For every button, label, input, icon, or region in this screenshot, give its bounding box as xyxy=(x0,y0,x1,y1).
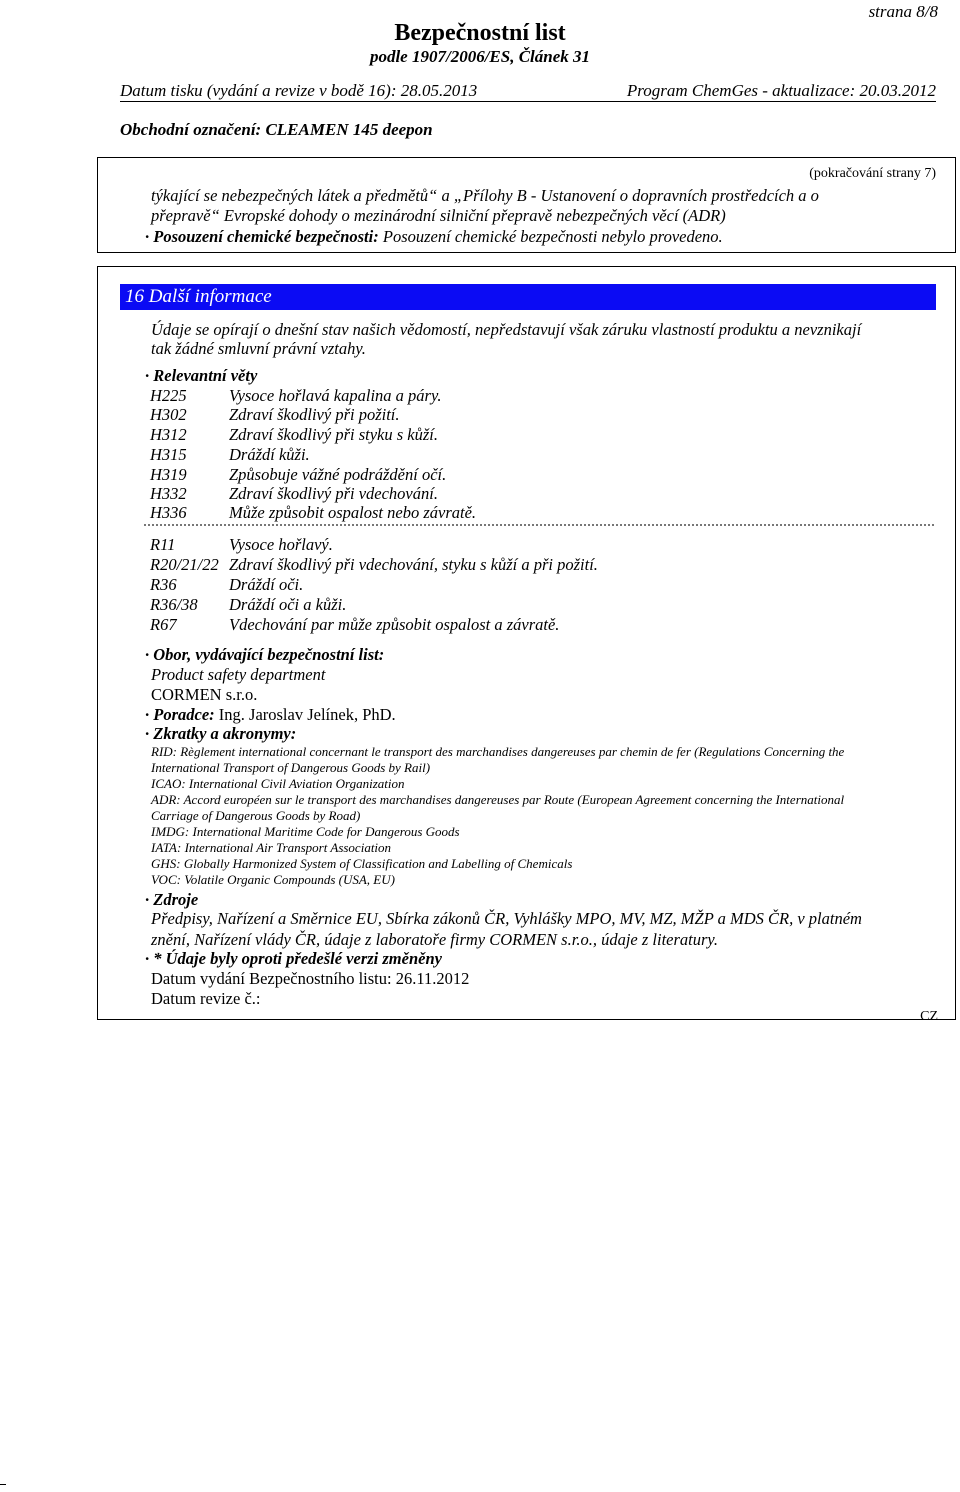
assessment-label: · Posouzení chemické bezpečnosti: xyxy=(145,227,379,246)
phrase-text: Dráždí oči. xyxy=(229,575,304,594)
phrase-code: H312 xyxy=(150,425,187,444)
list-item: Carriage of Dangerous Goods by Road) xyxy=(151,808,361,823)
list-item: ICAO: International Civil Aviation Organization xyxy=(151,776,405,791)
phrase-code: H332 xyxy=(150,484,187,503)
dotted-divider xyxy=(144,524,934,526)
issue-date: Datum vydání Bezpečnostního listu: 26.11.2012 xyxy=(151,969,470,988)
relevant-phrases-label: · Relevantní věty xyxy=(145,366,258,385)
list-item: IATA: International Air Transport Association xyxy=(151,840,392,855)
advisor-label: · Poradce: xyxy=(145,705,215,724)
intro-line-2: tak žádné smluvní právní vztahy. xyxy=(151,339,366,358)
phrase-code: R67 xyxy=(150,615,177,634)
phrase-code: H336 xyxy=(150,503,187,522)
sources-line-2: znění, Nařízení vlády ČR, údaje z laboratoře firmy CORMEN s.r.o., údaje z literatury. xyxy=(151,930,718,949)
list-item: GHS: Globally Harmonized System of Classification and Labelling of Chemicals xyxy=(151,856,573,871)
issuer-line-2: CORMEN s.r.o. xyxy=(151,685,258,704)
list-item: VOC: Volatile Organic Compounds (USA, EU) xyxy=(151,872,395,887)
list-item: IMDG: International Maritime Code for Dangerous Goods xyxy=(151,824,460,839)
issuer-line-1: Product safety department xyxy=(151,665,326,684)
phrase-text: Zdraví škodlivý při vdechování, styku s kůží a při požití. xyxy=(229,555,598,574)
page-edge-mark xyxy=(0,1484,6,1485)
program-version: Program ChemGes - aktualizace: 20.03.2012 xyxy=(626,81,936,100)
phrase-text: Vysoce hořlavý. xyxy=(229,535,333,554)
document-title: Bezpečnostní list xyxy=(394,20,566,46)
transport-text-line-2: přepravě“ Evropské dohody o mezinárodní silniční přepravě nebezpečných věcí (ADR) xyxy=(151,206,726,225)
changes-label: · * Údaje byly oproti předešlé verzi změněny xyxy=(145,949,442,968)
abbreviations-label: · Zkratky a akronymy: xyxy=(145,724,297,743)
phrase-code: R20/21/22 xyxy=(150,555,219,574)
revision-number: Datum revize č.: xyxy=(151,989,261,1008)
phrase-text: Dráždí kůži. xyxy=(229,445,310,464)
phrase-code: H225 xyxy=(150,386,187,405)
intro-line-1: Údaje se opírají o dnešní stav našich vědomostí, nepředstavují však záruku vlastností produktu a nevznikají xyxy=(151,320,862,339)
assessment-value: Posouzení chemické bezpečnosti nebylo provedeno. xyxy=(378,227,723,246)
list-item: ADR: Accord européen sur le transport des marchandises dangereuses par Route (European Agreement concerning the International xyxy=(151,792,845,807)
chemical-safety-assessment xyxy=(145,227,723,247)
phrase-text: Může způsobit ospalost nebo závratě. xyxy=(229,503,477,522)
continuation-note: (pokračování strany 7) xyxy=(809,166,936,181)
phrase-code: H315 xyxy=(150,445,187,464)
advisor-value: Ing. Jaroslav Jelínek, PhD. xyxy=(214,705,396,724)
phrase-text: Zdraví škodlivý při požití. xyxy=(229,405,400,424)
country-code: CZ xyxy=(920,1009,938,1024)
phrase-text: Vysoce hořlavá kapalina a páry. xyxy=(229,386,442,405)
phrase-text: Vdechování par může způsobit ospalost a závratě. xyxy=(229,615,560,634)
transport-text-line-1: týkající se nebezpečných látek a předmětů“ a „Přílohy B - Ustanovení o dopravních prostředcích a o xyxy=(151,186,819,205)
issuer-label: · Obor, vydávající bezpečnostní list: xyxy=(145,645,385,664)
trade-name: Obchodní označení: CLEAMEN 145 deepon xyxy=(120,120,433,139)
page-number: strana 8/8 xyxy=(868,2,938,21)
phrase-code: H302 xyxy=(150,405,187,424)
section-16-header: 16 Další informace xyxy=(120,284,936,310)
sources-label: · Zdroje xyxy=(145,890,199,909)
print-date: Datum tisku (vydání a revize v bodě 16): 28.05.2013 xyxy=(120,81,478,100)
list-item: International Transport of Dangerous Goods by Rail) xyxy=(151,760,431,775)
list-item: RID: Règlement international concernant le transport des marchandises dangereuses par chemin de fer (Regulations Concerning the xyxy=(151,744,845,759)
phrase-text: Zdraví škodlivý při styku s kůží. xyxy=(229,425,438,444)
sources-line-1: Předpisy, Nařízení a Směrnice EU, Sbírka zákonů ČR, Vyhlášky MPO, MV, MZ, MŽP a MDS ČR, v platném xyxy=(151,909,862,928)
document-subtitle: podle 1907/2006/ES, Článek 31 xyxy=(369,47,591,66)
phrase-code: R36 xyxy=(150,575,177,594)
phrase-text: Způsobuje vážné podráždění očí. xyxy=(229,465,447,484)
header-divider xyxy=(120,101,936,102)
phrase-text: Zdraví škodlivý při vdechování. xyxy=(229,484,438,503)
phrase-code: R11 xyxy=(150,535,176,554)
phrase-text: Dráždí oči a kůži. xyxy=(229,595,347,614)
advisor xyxy=(145,705,396,725)
phrase-code: H319 xyxy=(150,465,187,484)
phrase-code: R36/38 xyxy=(150,595,198,614)
